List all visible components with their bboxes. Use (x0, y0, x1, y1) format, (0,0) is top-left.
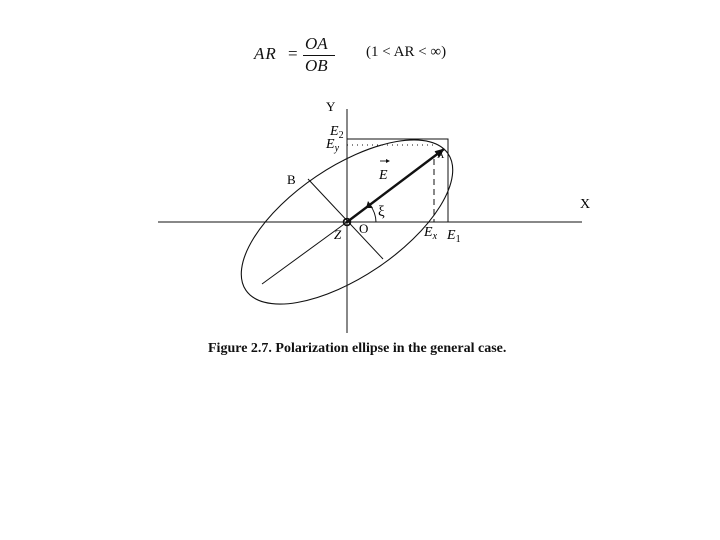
numerator-oa: OA (305, 34, 328, 53)
e1-label: $E_1$ (447, 228, 461, 245)
origin-o-label: O (359, 221, 369, 236)
vector-e-label: E (379, 168, 388, 183)
polarization-ellipse-diagram (150, 95, 600, 340)
axial-ratio-equation (248, 34, 478, 78)
point-b-label: B (287, 172, 296, 187)
y-axis-label: Y (326, 99, 336, 114)
denominator-ob: OB (305, 56, 328, 75)
figure-caption: Figure 2.7. Polarization ellipse in the general case. (208, 341, 507, 356)
e2-label: $E_2$ (330, 124, 344, 141)
axial-ratio-symbol: AR (254, 44, 277, 63)
axial-ratio-condition: (1 < AR < ∞) (366, 44, 447, 60)
ex-label: $E_x$ (424, 225, 438, 242)
angle-xi-label: ξ (378, 204, 385, 220)
point-a-label: A (437, 150, 445, 161)
z-label: Z (334, 227, 342, 242)
origin-dot (346, 221, 348, 223)
field-vector-arrow (347, 149, 444, 222)
x-axis-label: X (580, 197, 591, 212)
ey-label: $E_y$ (326, 137, 340, 154)
vector-overarrow-head (386, 159, 390, 163)
equals-sign: = (288, 44, 298, 63)
